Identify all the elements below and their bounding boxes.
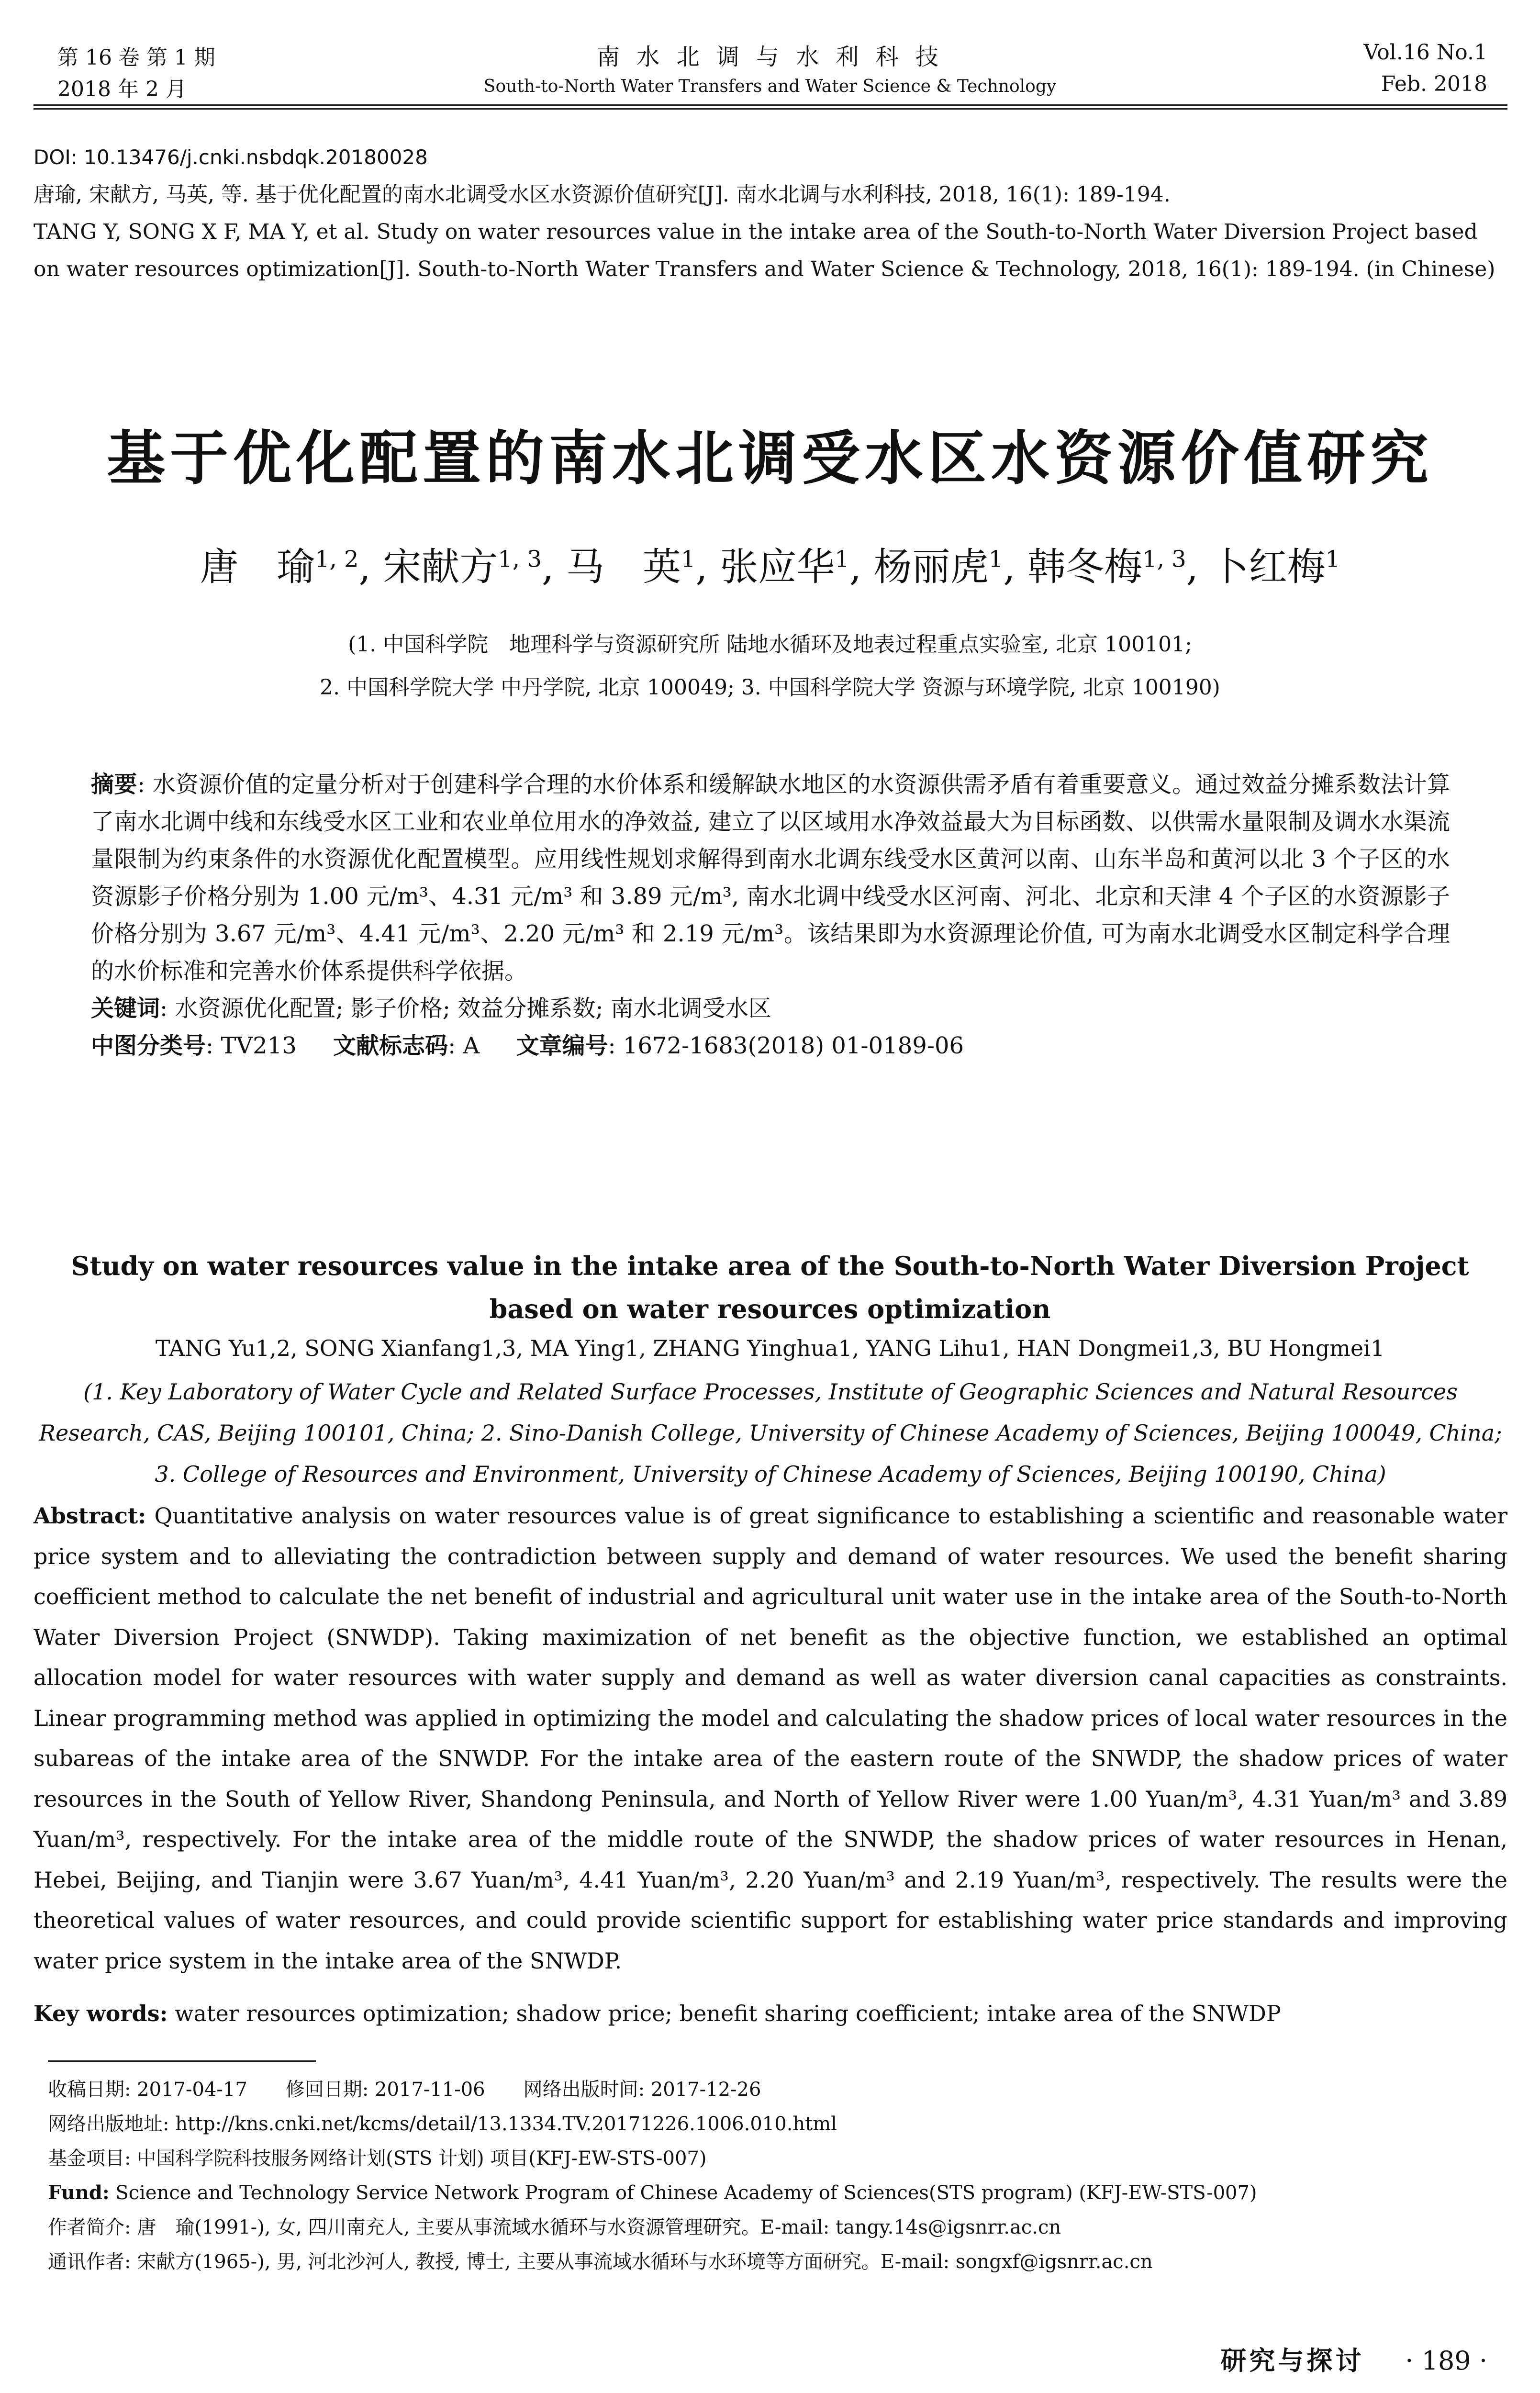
keywords-cn-text: 水资源优化配置; 影子价格; 效益分摊系数; 南水北调受水区 [175,995,771,1022]
journal-volume-issue: 第 16 卷 第 1 期 [57,45,215,70]
paper-title-en [0,1244,1540,1331]
author-affil-sup: 1, 2 [314,546,359,573]
page-number: · 189 · [1405,2346,1487,2376]
doc-code-value: A [463,1032,480,1059]
citation-cn: 唐瑜, 宋献方, 马英, 等. 基于优化配置的南水北调受水区水资源价值研究[J]. 南水北调与水利科技, 2018, 16(1): 189-194. [33,182,1171,207]
abstract-cn: 摘要: 水资源价值的定量分析对于创建科学合理的水价体系和缓解缺水地区的水资源供需矛盾有着重要意义。通过效益分摊系数法计算了南水北调中线和东线受水区工业和农业单位用水的净效益, 建立了以区域用水净效益最大为目标函数、以供需水量限制及调水水渠流量限制为约束条件的水资源优化配置模型。应用线性规划求解得到南水北调东线受水区黄河以南、山东半岛和黄河以北 3 个子区的水资源影子价格分别为 1.00 元/m³、4.31 元/m³ 和 3.89 元/m³, 南水北调中线受水区河南、河北、北京和天津 4 个子区的水资源影子价格分别为 3.67 元/m³、4.41 元/m³、2.20 元/m³ 和 2.19 元/m³。该结果即为水资源理论价值, 可为南水北调受水区制定科学合理的水价标准和完善水价体系提供科学依据。 关键词: 水资源优化配置; 影子价格; 效益分摊系数; 南水北调受水区 中图分类号: TV213 文献标志码: A 文章编号: 1672-1683(2018) 01-0189-06 [91,771,1450,1059]
article-no-label: 文章编号 [516,1032,608,1059]
abstract-cn-label: 摘要 [91,771,137,798]
paper-title-en-line1: Study on water resources value in the intake area of the South-to-North Water Diversion Project [71,1251,1469,1281]
authors-en: TANG Yu1,2, SONG Xianfang1,3, MA Ying1, ZHANG Yinghua1, YANG Lihu1, HAN Dongmei1,3, BU Hongmei1 [155,1335,1385,1361]
page-footer [1220,2340,1487,2377]
journal-title-cn: 南 水 北 调 与 水 利 科 技 [596,44,944,70]
author-name: 马 英 [566,545,681,589]
doi: DOI: 10.13476/j.cnki.nsbdqk.20180028 [33,145,428,169]
abstract-en [33,1496,1507,1981]
author-name: 卜红梅 [1210,545,1326,589]
affiliation-cn-line1: (1. 中国科学院 地理科学与资源研究所 陆地水循环及地表过程重点实验室, 北京 100101; [348,632,1192,657]
keywords-en-text: water resources optimization; shadow price; benefit sharing coefficient; intake area of the SNWDP [175,2001,1281,2026]
author-name: 韩冬梅 [1027,545,1143,589]
citation-en: TANG Y, SONG X F, MA Y, et al. Study on water resources value in the intake area of the South-to-North Water Diversion Project based on water resources optimization[J]. South-to-North Water Transfers and Water Science & Technology, 2018, 16(1): 189-194. (in Chinese) [33,220,1495,281]
authors-cn: 唐 瑜$^{1, 2}$, 宋献方$^{1, 3}$, 马 英$^1$, 张应华$^1$, 杨丽虎$^1$, 韩冬梅$^{1, 3}$, 卜红梅$^1$ [200,545,1340,589]
author-name: 杨丽虎 [873,545,989,589]
section-label: 研究与探讨 [1220,2345,1364,2376]
journal-title-en: South-to-North Water Transfers and Water Science & Technology [483,77,1057,96]
doc-code-label: 文献标志码 [333,1032,448,1059]
author-name: 唐 瑜 [200,545,315,589]
author-name: 张应华 [720,545,835,589]
footnote-corresponding: 通讯作者: 宋献方(1965-), 男, 河北沙河人, 教授, 博士, 主要从事流域水循环与水环境等方面研究。E-mail: songxf@igsnrr.ac.cn [48,2251,1153,2273]
clc-value: TV213 [221,1032,297,1059]
header-rule-second [33,108,1507,110]
journal-date: 2018 年 2 月 [57,77,187,101]
footnote-author-bio: 作者简介: 唐 瑜(1991-), 女, 四川南充人, 主要从事流域水循环与水资源管理研究。E-mail: tangy.14s@igsnrr.ac.cn [48,2216,1061,2238]
affiliations-en: (1. Key Laboratory of Water Cycle and Related Surface Processes, Institute of Geographic Sciences and Natural Resources Research, CAS, Beijing 100101, China; 2. Sino-Danish College, University of Chinese Academy of Sciences, Beijing 100049, China; 3. College of Resources and Environment, University of Chinese Academy of Sciences, Beijing 100190, China) [39,1379,1502,1487]
journal-vol-no: Vol.16 No.1 [1363,40,1487,65]
author-affil-sup: 1 [681,546,696,573]
paper-title-cn: 基于优化配置的南水北调受水区水资源价值研究 [107,424,1433,492]
keywords-cn-label: 关键词 [91,995,160,1022]
author-name: 宋献方 [383,545,498,589]
abstract-en-label: Abstract: [33,1503,146,1529]
footnote-fund-en-label: Fund: [48,2181,110,2204]
affiliation-cn-line2: 2. 中国科学院大学 中丹学院, 北京 100049; 3. 中国科学院大学 资源与环境学院, 北京 100190) [320,675,1220,700]
footnote-rule [48,2060,316,2062]
footnote-fund-cn: 基金项目: 中国科学院科技服务网络计划(STS 计划) 项目(KFJ-EW-STS-007) [48,2147,707,2169]
author-affil-sup: 1 [988,546,1004,573]
clc-label: 中图分类号 [91,1032,206,1059]
article-no-value: 1672-1683(2018) 01-0189-06 [623,1032,964,1059]
abstract-en-text: Quantitative analysis on water resources value is of great significance to establishing a scientific and reasonable water price system and to alleviating the contradiction between supply and demand of water resources. We used the benefit sharing coefficient method to calculate the net benefit of industrial and agricultural unit water use in the intake area of the South-to-North Water Diversion Project (SNWDP). Taking maximization of net benefit as the objective function, we established an optimal allocation model for water resources with water supply and demand as well as water diversion canal capacities as constraints. Linear programming method was applied in optimizing the model and calculating the shadow prices of local water resources in the subareas of the intake area of the SNWDP. For the intake area of the eastern route of the SNWDP, the shadow prices of water resources in the South of Yellow River, Shandong Peninsula, and North of Yellow River were 1.00 Yuan/m³, 4.31 Yuan/m³ and 3.89 Yuan/m³, respectively. For the intake area of the middle route of the SNWDP, the shadow prices of water resources in Henan, Hebei, Beijing, and Tianjin were 3.67 Yuan/m³, 4.41 Yuan/m³, 2.20 Yuan/m³ and 2.19 Yuan/m³, respectively. The results were the theoretical values of water resources, and could provide scientific support for establishing water price standards and improving water price system in the intake area of the SNWDP. [33,1503,1507,1974]
journal-month-year: Feb. 2018 [1381,72,1487,96]
author-affil-sup: 1, 3 [1142,546,1186,573]
footnote-fund-en: Science and Technology Service Network Program of Chinese Academy of Sciences(STS program) (KFJ-EW-STS-007) [115,2182,1257,2204]
footnote-url: 网络出版地址: http://kns.cnki.net/kcms/detail/13.1334.TV.20171226.1006.010.html [48,2113,837,2135]
paper-title-en-line2: based on water resources optimization [489,1294,1051,1324]
author-affil-sup: 1 [835,546,849,573]
author-affil-sup: 1, 3 [498,546,542,573]
footnotes [48,2072,1484,2279]
keywords-en [33,2001,1507,2026]
header-rule [33,104,1507,106]
footnote-dates: 收稿日期: 2017-04-17 修回日期: 2017-11-06 网络出版时间: 2017-12-26 [48,2079,761,2101]
keywords-en-label: Key words: [33,2001,168,2026]
citation-block [33,139,1507,288]
abstract-cn-text: 水资源价值的定量分析对于创建科学合理的水价体系和缓解缺水地区的水资源供需矛盾有着重要意义。通过效益分摊系数法计算了南水北调中线和东线受水区工业和农业单位用水的净效益, 建立了以区域用水净效益最大为目标函数、以供需水量限制及调水水渠流量限制为约束条件的水资源优化配置模型。应用线性规划求解得到南水北调东线受水区黄河以南、山东半岛和黄河以北 3 个子区的水资源影子价格分别为 1.00 元/m³、4.31 元/m³ 和 3.89 元/m³, 南水北调中线受水区河南、河北、北京和天津 4 个子区的水资源影子价格分别为 3.67 元/m³、4.41 元/m³、2.20 元/m³ 和 2.19 元/m³。该结果即为水资源理论价值, 可为南水北调受水区制定科学合理的水价标准和完善水价体系提供科学依据。 [91,771,1450,984]
author-affil-sup: 1 [1325,546,1340,573]
